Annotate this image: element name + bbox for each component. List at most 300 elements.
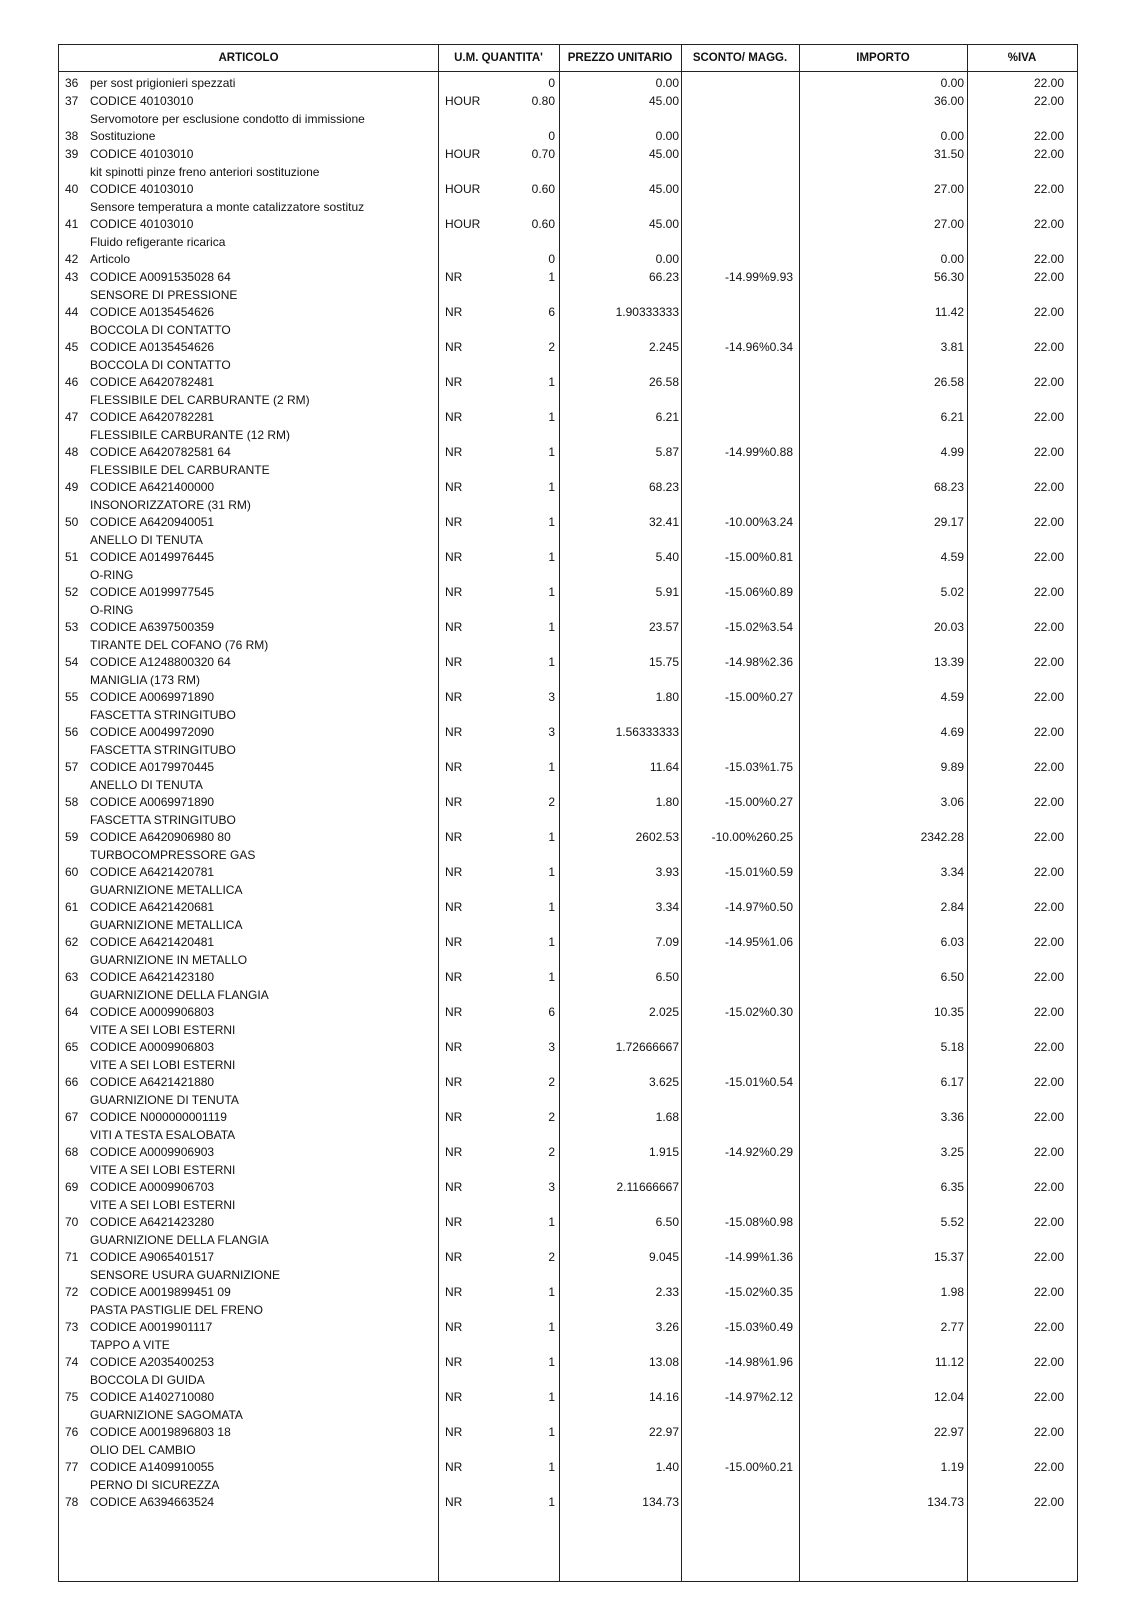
- article-description: VITI A TESTA ESALOBATA: [90, 1128, 236, 1142]
- vat-rate: 22.00: [1033, 1180, 1064, 1194]
- discount: -14.99%1.36: [724, 1250, 793, 1264]
- row-number: 48: [65, 445, 79, 459]
- article-description: FLESSIBILE CARBURANTE (12 RM): [90, 428, 291, 442]
- table-body: [59, 73, 1077, 1510]
- amount: 26.58: [933, 375, 964, 389]
- article-code: CODICE A6420782581 64: [90, 445, 231, 459]
- vat-rate: 22.00: [1033, 585, 1064, 599]
- discount: -15.00%0.27: [724, 795, 793, 809]
- table-row: [59, 512, 1077, 547]
- article-code: CODICE A6421420481: [90, 935, 215, 949]
- unit-of-measure: NR: [445, 1355, 463, 1369]
- unit-of-measure: NR: [445, 1460, 463, 1474]
- unit-of-measure: NR: [445, 585, 463, 599]
- table-row: [59, 617, 1077, 652]
- table-row: [59, 792, 1077, 827]
- article-description: VITE A SEI LOBI ESTERNI: [90, 1198, 236, 1212]
- unit-price: 2.025: [648, 1005, 679, 1019]
- discount: -15.01%0.54: [724, 1075, 793, 1089]
- vat-rate: 22.00: [1033, 1250, 1064, 1264]
- unit-price: 6.50: [655, 1215, 679, 1229]
- quantity: 1: [548, 1285, 555, 1299]
- table-row: [59, 1177, 1077, 1212]
- unit-of-measure: NR: [445, 1285, 463, 1299]
- article-description: O-RING: [90, 603, 134, 617]
- unit-of-measure: HOUR: [445, 217, 481, 231]
- row-number: 64: [65, 1005, 79, 1019]
- article-description: BOCCOLA DI GUIDA: [90, 1373, 205, 1387]
- unit-of-measure: NR: [445, 795, 463, 809]
- table-row: [59, 1072, 1077, 1107]
- amount: 20.03: [933, 620, 964, 634]
- quantity: 1: [548, 760, 555, 774]
- quantity: 1: [548, 375, 555, 389]
- article-code: CODICE A6421423180: [90, 970, 215, 984]
- row-number: 44: [65, 305, 79, 319]
- unit-of-measure: NR: [445, 900, 463, 914]
- quantity: 2: [548, 1110, 555, 1124]
- quantity: 0: [548, 252, 555, 266]
- table-row: [59, 477, 1077, 512]
- article-code: CODICE A0019899451 09: [90, 1285, 231, 1299]
- vat-rate: 22.00: [1033, 1145, 1064, 1159]
- article-description: BOCCOLA DI CONTATTO: [90, 358, 231, 372]
- unit-price: 26.58: [648, 375, 679, 389]
- table-row: [59, 1212, 1077, 1247]
- article-code: CODICE 40103010: [90, 182, 194, 196]
- unit-of-measure: NR: [445, 270, 463, 284]
- discount: -15.00%0.27: [724, 690, 793, 704]
- amount: 6.50: [940, 970, 964, 984]
- table-row: [59, 1387, 1077, 1422]
- row-number: 63: [65, 970, 79, 984]
- unit-price: 0.00: [655, 129, 679, 143]
- article-code: CODICE A6421400000: [90, 480, 215, 494]
- unit-of-measure: NR: [445, 1425, 463, 1439]
- amount: 4.69: [940, 725, 964, 739]
- unit-price: 1.80: [655, 690, 679, 704]
- article-code: CODICE A0149976445: [90, 550, 215, 564]
- row-number: 65: [65, 1040, 79, 1054]
- quantity: 1: [548, 865, 555, 879]
- vat-rate: 22.00: [1033, 830, 1064, 844]
- table-row: [59, 73, 1077, 91]
- vat-rate: 22.00: [1033, 970, 1064, 984]
- quantity: 1: [548, 550, 555, 564]
- row-number: 45: [65, 340, 79, 354]
- amount: 6.17: [940, 1075, 964, 1089]
- unit-of-measure: NR: [445, 935, 463, 949]
- quantity: 1: [548, 900, 555, 914]
- discount: -14.99%0.88: [724, 445, 793, 459]
- unit-price: 9.045: [648, 1250, 679, 1264]
- table-row: [59, 1247, 1077, 1282]
- amount: 4.59: [940, 550, 964, 564]
- row-number: 77: [65, 1460, 79, 1474]
- unit-price: 134.73: [642, 1495, 679, 1509]
- article-code: CODICE A1248800320 64: [90, 655, 231, 669]
- amount: 5.02: [940, 585, 964, 599]
- amount: 56.30: [933, 270, 964, 284]
- row-number: 42: [65, 252, 79, 266]
- row-number: 73: [65, 1320, 79, 1334]
- amount: 13.39: [933, 655, 964, 669]
- quantity: 1: [548, 970, 555, 984]
- article-description: TIRANTE DEL COFANO (76 RM): [90, 638, 269, 652]
- vat-rate: 22.00: [1033, 129, 1064, 143]
- vat-rate: 22.00: [1033, 1005, 1064, 1019]
- article-description: FLESSIBILE DEL CARBURANTE (2 RM): [90, 393, 310, 407]
- article-code: CODICE 40103010: [90, 94, 194, 108]
- unit-price: 32.41: [648, 515, 679, 529]
- unit-of-measure: NR: [445, 830, 463, 844]
- table-row: [59, 757, 1077, 792]
- article-description: VITE A SEI LOBI ESTERNI: [90, 1163, 236, 1177]
- table-row: [59, 967, 1077, 1002]
- row-number: 68: [65, 1145, 79, 1159]
- amount: 0.00: [940, 76, 964, 90]
- quantity: 6: [548, 305, 555, 319]
- quantity: 1: [548, 830, 555, 844]
- article-code: CODICE A0019896803 18: [90, 1425, 231, 1439]
- unit-of-measure: NR: [445, 1320, 463, 1334]
- table-row: [59, 547, 1077, 582]
- vat-rate: 22.00: [1033, 410, 1064, 424]
- article-code: CODICE A0069971890: [90, 690, 215, 704]
- header-sconto: SCONTO/ MAGG.: [692, 52, 788, 64]
- unit-price: 15.75: [648, 655, 679, 669]
- unit-of-measure: NR: [445, 1075, 463, 1089]
- vat-rate: 22.00: [1033, 1285, 1064, 1299]
- article-code: CODICE A0069971890: [90, 795, 215, 809]
- row-number: 36: [65, 76, 79, 90]
- amount: 15.37: [933, 1250, 964, 1264]
- quantity: 1: [548, 1320, 555, 1334]
- table-row: [59, 687, 1077, 722]
- row-number: 39: [65, 147, 79, 161]
- article-code: CODICE A6421420681: [90, 900, 215, 914]
- unit-price: 0.00: [655, 252, 679, 266]
- unit-of-measure: NR: [445, 340, 463, 354]
- article-description: Servomotore per esclusione condotto di immissione: [90, 112, 365, 126]
- amount: 0.00: [940, 129, 964, 143]
- table-row: [59, 1457, 1077, 1492]
- vat-rate: 22.00: [1033, 1215, 1064, 1229]
- unit-price: 5.87: [655, 445, 679, 459]
- vat-rate: 22.00: [1033, 865, 1064, 879]
- unit-of-measure: NR: [445, 480, 463, 494]
- header-prezzo-unitario: PREZZO UNITARIO: [567, 52, 673, 64]
- vat-rate: 22.00: [1033, 252, 1064, 266]
- row-number: 37: [65, 94, 79, 108]
- amount: 0.00: [940, 252, 964, 266]
- unit-price: 3.625: [648, 1075, 679, 1089]
- unit-of-measure: HOUR: [445, 94, 481, 108]
- amount: 3.06: [940, 795, 964, 809]
- article-code: CODICE A6421423280: [90, 1215, 215, 1229]
- article-code: CODICE A6420782281: [90, 410, 215, 424]
- row-number: 57: [65, 760, 79, 774]
- amount: 3.81: [940, 340, 964, 354]
- unit-price: 6.50: [655, 970, 679, 984]
- amount: 9.89: [940, 760, 964, 774]
- article-code: CODICE A0009906703: [90, 1180, 215, 1194]
- unit-price: 1.915: [648, 1145, 679, 1159]
- quantity: 1: [548, 620, 555, 634]
- row-number: 62: [65, 935, 79, 949]
- article-description: BOCCOLA DI CONTATTO: [90, 323, 231, 337]
- unit-price: 0.00: [655, 76, 679, 90]
- amount: 3.34: [940, 865, 964, 879]
- row-number: 43: [65, 270, 79, 284]
- quantity: 1: [548, 515, 555, 529]
- amount: 2.77: [940, 1320, 964, 1334]
- table-row: [59, 1107, 1077, 1142]
- quantity: 2: [548, 1250, 555, 1264]
- vat-rate: 22.00: [1033, 1320, 1064, 1334]
- article-description: ANELLO DI TENUTA: [90, 533, 203, 547]
- vat-rate: 22.00: [1033, 270, 1064, 284]
- unit-of-measure: NR: [445, 690, 463, 704]
- row-number: 51: [65, 550, 79, 564]
- article-description: SENSORE DI PRESSIONE: [90, 288, 238, 302]
- article-description: FASCETTA STRINGITUBO: [90, 708, 236, 722]
- unit-price: 2.11666667: [616, 1180, 679, 1194]
- unit-price: 1.56333333: [615, 725, 679, 739]
- article-code: CODICE A6420782481: [90, 375, 215, 389]
- header-iva: %IVA: [1007, 52, 1037, 64]
- quantity: 2: [548, 1075, 555, 1089]
- article-description: VITE A SEI LOBI ESTERNI: [90, 1058, 236, 1072]
- quantity: 0: [548, 129, 555, 143]
- header-um-quantita: U.M. QUANTITA': [454, 52, 543, 64]
- table-row: [59, 1492, 1077, 1510]
- vat-rate: 22.00: [1033, 76, 1064, 90]
- amount: 6.21: [940, 410, 964, 424]
- discount: -15.02%0.30: [724, 1005, 793, 1019]
- amount: 31.50: [933, 147, 964, 161]
- unit-of-measure: NR: [445, 1005, 463, 1019]
- article-description: MANIGLIA (173 RM): [90, 673, 201, 687]
- table-row: [59, 1002, 1077, 1037]
- amount: 3.25: [940, 1145, 964, 1159]
- quantity: 6: [548, 1005, 555, 1019]
- quantity: 3: [548, 725, 555, 739]
- unit-of-measure: NR: [445, 1495, 463, 1509]
- unit-of-measure: NR: [445, 1040, 463, 1054]
- amount: 6.03: [940, 935, 964, 949]
- unit-price: 2.245: [648, 340, 679, 354]
- unit-price: 1.72666667: [615, 1040, 679, 1054]
- amount: 27.00: [933, 182, 964, 196]
- article-code: CODICE 40103010: [90, 147, 194, 161]
- unit-of-measure: NR: [445, 1180, 463, 1194]
- vat-rate: 22.00: [1033, 217, 1064, 231]
- unit-price: 22.97: [648, 1425, 679, 1439]
- row-number: 71: [65, 1250, 79, 1264]
- amount: 6.35: [940, 1180, 964, 1194]
- discount: -14.95%1.06: [724, 935, 793, 949]
- vat-rate: 22.00: [1033, 620, 1064, 634]
- quantity: 1: [548, 480, 555, 494]
- row-number: 70: [65, 1215, 79, 1229]
- amount: 22.97: [933, 1425, 964, 1439]
- discount: -15.01%0.59: [724, 865, 793, 879]
- quantity: 1: [548, 585, 555, 599]
- header-articolo: ARTICOLO: [218, 52, 279, 64]
- article-description: TAPPO A VITE: [90, 1338, 170, 1352]
- row-number: 46: [65, 375, 79, 389]
- discount: -14.97%2.12: [724, 1390, 793, 1404]
- quantity: 2: [548, 795, 555, 809]
- article-code: CODICE A6397500359: [90, 620, 215, 634]
- row-number: 60: [65, 865, 79, 879]
- unit-price: 45.00: [648, 217, 679, 231]
- article-code: CODICE A0135454626: [90, 340, 215, 354]
- article-code: CODICE A0091535028 64: [90, 270, 231, 284]
- article-code: CODICE A6420906980 80: [90, 830, 231, 844]
- article-code: CODICE A6394663524: [90, 1495, 215, 1509]
- unit-price: 11.64: [649, 760, 679, 774]
- article-description: GUARNIZIONE METALLICA: [90, 918, 243, 932]
- article-code: CODICE A0199977545: [90, 585, 215, 599]
- table-header: [59, 45, 1077, 72]
- article-description: PASTA PASTIGLIE DEL FRENO: [90, 1303, 263, 1317]
- row-number: 49: [65, 480, 79, 494]
- quantity: 0.70: [531, 147, 555, 161]
- table-row: [59, 1037, 1077, 1072]
- discount: -14.99%9.93: [724, 270, 793, 284]
- unit-price: 5.40: [655, 550, 679, 564]
- table-row: [59, 862, 1077, 897]
- unit-of-measure: NR: [445, 445, 463, 459]
- amount: 5.52: [940, 1215, 964, 1229]
- table-row: [59, 582, 1077, 617]
- article-description: GUARNIZIONE DELLA FLANGIA: [90, 988, 269, 1002]
- row-number: 50: [65, 515, 79, 529]
- unit-price: 1.80: [655, 795, 679, 809]
- quantity: 3: [548, 1040, 555, 1054]
- table-row: [59, 897, 1077, 932]
- unit-price: 45.00: [648, 147, 679, 161]
- discount: -15.02%3.54: [724, 620, 793, 634]
- unit-of-measure: NR: [445, 1145, 463, 1159]
- unit-of-measure: NR: [445, 1215, 463, 1229]
- article-description: GUARNIZIONE DELLA FLANGIA: [90, 1233, 269, 1247]
- article-code: CODICE A0179970445: [90, 760, 215, 774]
- vat-rate: 22.00: [1033, 1425, 1064, 1439]
- unit-of-measure: NR: [445, 725, 463, 739]
- quantity: 1: [548, 935, 555, 949]
- quantity: 1: [548, 1495, 555, 1509]
- row-number: 74: [65, 1355, 79, 1369]
- quantity: 1: [548, 1425, 555, 1439]
- row-number: 69: [65, 1180, 79, 1194]
- article-description: Sensore temperatura a monte catalizzatore sostituz: [90, 200, 365, 214]
- article-description: FLESSIBILE DEL CARBURANTE: [90, 463, 270, 477]
- unit-price: 5.91: [655, 585, 679, 599]
- vat-rate: 22.00: [1033, 147, 1064, 161]
- table-row: [59, 144, 1077, 179]
- quantity: 1: [548, 655, 555, 669]
- article-code: per sost prigionieri spezzati: [90, 76, 236, 90]
- row-number: 75: [65, 1390, 79, 1404]
- unit-of-measure: NR: [445, 1110, 463, 1124]
- vat-rate: 22.00: [1033, 1460, 1064, 1474]
- table-row: [59, 1317, 1077, 1352]
- unit-price: 2602.53: [635, 830, 679, 844]
- unit-of-measure: NR: [445, 305, 463, 319]
- table-row: [59, 722, 1077, 757]
- row-number: 38: [65, 129, 79, 143]
- article-description: GUARNIZIONE SAGOMATA: [90, 1408, 243, 1422]
- unit-of-measure: NR: [445, 970, 463, 984]
- table-row: [59, 372, 1077, 407]
- amount: 27.00: [933, 217, 964, 231]
- unit-price: 68.23: [648, 480, 679, 494]
- quantity: 1: [548, 1215, 555, 1229]
- vat-rate: 22.00: [1033, 795, 1064, 809]
- table-row: [59, 407, 1077, 442]
- row-number: 59: [65, 830, 79, 844]
- row-number: 76: [65, 1425, 79, 1439]
- unit-of-measure: NR: [445, 375, 463, 389]
- vat-rate: 22.00: [1033, 1355, 1064, 1369]
- amount: 29.17: [933, 515, 964, 529]
- unit-of-measure: HOUR: [445, 147, 481, 161]
- unit-price: 3.26: [655, 1320, 679, 1334]
- article-description: TURBOCOMPRESSORE GAS: [90, 848, 256, 862]
- unit-of-measure: NR: [445, 1250, 463, 1264]
- article-description: VITE A SEI LOBI ESTERNI: [90, 1023, 236, 1037]
- article-code: CODICE A0009906803: [90, 1040, 215, 1054]
- article-code: CODICE A0009906803: [90, 1005, 215, 1019]
- unit-of-measure: NR: [445, 1390, 463, 1404]
- vat-rate: 22.00: [1033, 1075, 1064, 1089]
- quantity: 2: [548, 1145, 555, 1159]
- vat-rate: 22.00: [1033, 375, 1064, 389]
- article-description: ANELLO DI TENUTA: [90, 778, 203, 792]
- article-code: CODICE A0049972090: [90, 725, 215, 739]
- vat-rate: 22.00: [1033, 1110, 1064, 1124]
- article-code: CODICE A6421421880: [90, 1075, 215, 1089]
- article-description: O-RING: [90, 568, 134, 582]
- article-code: CODICE A6420940051: [90, 515, 215, 529]
- article-code: CODICE A6421420781: [90, 865, 215, 879]
- amount: 2342.28: [920, 830, 964, 844]
- amount: 2.84: [940, 900, 964, 914]
- article-code: CODICE A1409910055: [90, 1460, 215, 1474]
- vat-rate: 22.00: [1033, 655, 1064, 669]
- quantity: 1: [548, 270, 555, 284]
- vat-rate: 22.00: [1033, 340, 1064, 354]
- table-row: [59, 827, 1077, 862]
- article-description: FASCETTA STRINGITUBO: [90, 813, 236, 827]
- article-code: CODICE A0019901117: [90, 1320, 213, 1334]
- quantity: 3: [548, 690, 555, 704]
- row-number: 53: [65, 620, 79, 634]
- row-number: 66: [65, 1075, 79, 1089]
- amount: 1.98: [940, 1285, 964, 1299]
- vat-rate: 22.00: [1033, 182, 1064, 196]
- article-description: kit spinotti pinze freno anteriori sostituzione: [90, 165, 320, 179]
- row-number: 55: [65, 690, 79, 704]
- article-description: INSONORIZZATORE (31 RM): [90, 498, 251, 512]
- unit-price: 7.09: [655, 935, 679, 949]
- quantity: 1: [548, 1460, 555, 1474]
- quantity: 2: [548, 340, 555, 354]
- quantity: 1: [548, 445, 555, 459]
